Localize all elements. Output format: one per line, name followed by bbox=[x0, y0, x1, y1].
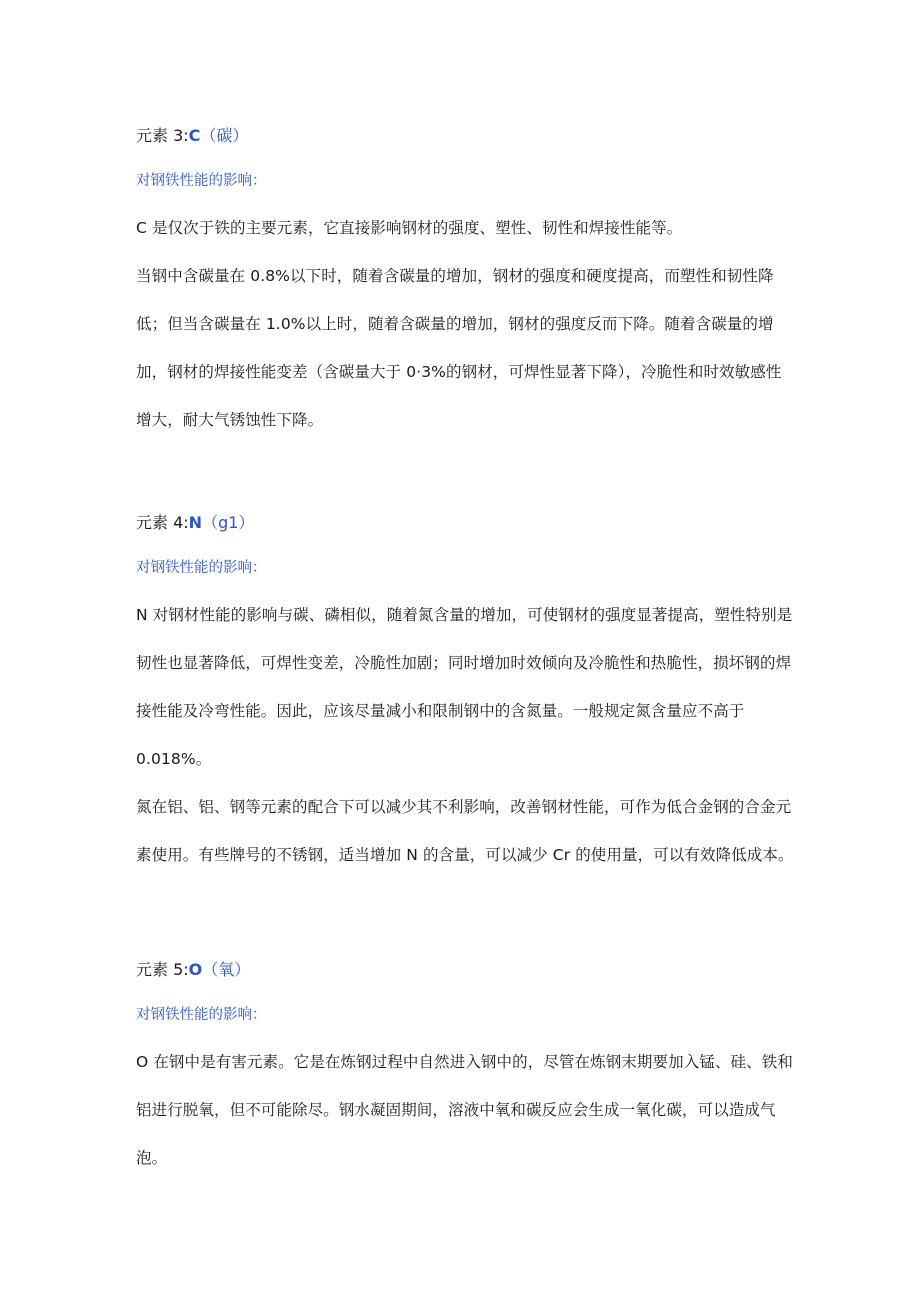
paragraph: 当钢中含碳量在 0.8%以下时，随着含碳量的增加，钢材的强度和硬度提高，而塑性和韧性降低；但当含碳量在 1.0%以上时，随着含碳量的增加，钢材的强度反而下降。随着含碳量的增加，钢材的焊接性能变差（含碳量大于 0·3%的钢材，可焊性显著下降），冷脆性和时效敏感性增大，耐大气锈蚀性下降。 bbox=[136, 267, 782, 429]
element-name: （g1） bbox=[202, 513, 255, 532]
paragraph: C 是仅次于铁的主要元素，它直接影响钢材的强度、塑性、韧性和焊接性能等。 bbox=[136, 219, 683, 237]
section-carbon bbox=[136, 124, 796, 444]
section-heading bbox=[136, 511, 796, 535]
element-name: （氧） bbox=[202, 960, 251, 979]
section-oxygen bbox=[136, 958, 796, 1182]
paragraph: N 对钢材性能的影响与碳、磷相似，随着氮含量的增加，可使钢材的强度显著提高，塑性特别是韧性也显著降低，可焊性变差，冷脆性加剧；同时增加时效倾向及冷脆性和热脆性，损坏钢的焊接性能及冷弯性能。因此，应该尽量减小和限制钢中的含氮量。一般规定氮含量应不高于 0.018%。 bbox=[136, 606, 793, 768]
heading-prefix: 元素 3: bbox=[136, 126, 189, 145]
paragraph: 氮在铝、铝、钢等元素的配合下可以减少其不利影响，改善钢材性能，可作为低合金钢的合金元素使用。有些牌号的不锈钢，适当增加 N 的含量，可以减少 Cr 的使用量，可以有效降低成本。 bbox=[136, 798, 794, 864]
section-subheading: 对钢铁性能的影响： bbox=[136, 1007, 267, 1023]
heading-prefix: 元素 5: bbox=[136, 960, 189, 979]
section-subheading: 对钢铁性能的影响： bbox=[136, 560, 267, 576]
heading-prefix: 元素 4: bbox=[136, 513, 189, 532]
section-nitrogen bbox=[136, 511, 796, 879]
paragraph: O 在钢中是有害元素。它是在炼钢过程中自然进入钢中的，尽管在炼钢末期要加入锰、硅、铁和铝进行脱氧，但不可能除尽。钢水凝固期间，溶液中氧和碳反应会生成一氧化碳，可以造成气泡。 bbox=[136, 1053, 793, 1167]
section-heading bbox=[136, 958, 796, 982]
element-symbol: O bbox=[188, 960, 203, 979]
element-symbol: N bbox=[188, 513, 203, 532]
section-subheading: 对钢铁性能的影响： bbox=[136, 173, 267, 189]
element-symbol: C bbox=[188, 126, 201, 145]
section-heading bbox=[136, 124, 796, 148]
element-name: （碳） bbox=[200, 126, 249, 145]
